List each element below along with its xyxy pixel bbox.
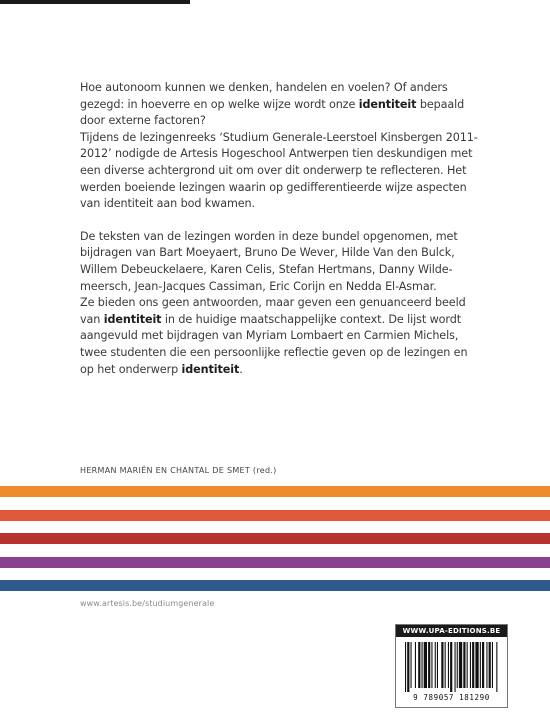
website-url[interactable]: www.artesis.be/studiumgenerale [80, 599, 215, 608]
color-stripe [0, 557, 550, 568]
barcode-bar [467, 642, 468, 688]
barcode-bar [450, 642, 452, 692]
barcode-bar [448, 642, 449, 688]
barcode-bar [496, 642, 497, 692]
emphasis-word: identiteit [358, 97, 417, 111]
text-run: De teksten van de lezingen worden in deze bundel opgenomen, met bijdragen van Bart Moeyaert, Bruno De Wever, Hilde Van den Bulck, Willem Debeuckelaere, Karen Celis, Stefan Hertmans, Danny Wilde- meersch, Jean-Jacques Cassiman, Eric Corijn en Nedda El-Asmar. Ze bieden ons geen antwoorden, maar geven een genuanceerd beeld van [80, 229, 466, 326]
barcode-bar [428, 642, 430, 688]
barcode-icon [401, 642, 502, 692]
barcode-bar [422, 642, 423, 688]
barcode-bar [475, 642, 478, 688]
barcode-bar [445, 642, 446, 688]
barcode-bar [492, 642, 493, 688]
emphasis-word: identiteit [103, 312, 162, 326]
emphasis-word: identiteit [181, 362, 240, 376]
barcode-bar [482, 642, 484, 688]
barcode-bar [455, 642, 456, 692]
blurb-text [80, 80, 500, 378]
barcode-bar [435, 642, 436, 688]
barcode-bar [418, 642, 420, 688]
text-run: bepaald door externe factoren? Tijdens de lezingenreeks ‘Studium Generale-Leerstoel Kinsbergen 2011- 2012’ nodigde de Artesis Hogeschool Antwerpen tien deskundigen met een diverse achtergrond uit om over dit onderwerp te reflecteren. Het werden boeiende lezingen waarin op gedifferentieerde wijze aspecten van identiteit aan bod kwamen. [80, 97, 478, 211]
color-stripe [0, 533, 550, 544]
text-run: in de huidige maatschappelijke context. De lijst wordt aangevuld met bijdragen van Myriam Lombaert en Carmien Michels, twee studenten die een persoonlijke reflectie geven op de lezingen en op het onderwerp [80, 312, 468, 376]
isbn-number: 9 789057 181290 [413, 693, 490, 702]
barcode-bar [486, 642, 487, 688]
barcode-bar [463, 642, 465, 688]
text-run: . [239, 362, 243, 376]
barcode-bar [415, 642, 416, 688]
barcode-bar [457, 642, 458, 688]
editors-credit: HERMAN MARIËN EN CHANTAL DE SMET (red.) [80, 466, 277, 475]
barcode-bar [437, 642, 438, 688]
barcode-bar [431, 642, 432, 688]
top-edge-bar [0, 0, 190, 4]
blurb-paragraph [80, 229, 500, 378]
color-stripe [0, 580, 550, 591]
barcode-bar [489, 642, 491, 688]
color-stripe [0, 486, 550, 497]
barcode-bar [480, 642, 481, 688]
barcode-bar [470, 642, 471, 688]
barcode-bar [411, 642, 412, 688]
text-run: Hoe autonoom kunnen we denken, handelen en voelen? Of anders gezegd: in hoeverre en op welke wijze wordt onze [80, 81, 448, 111]
blurb-paragraph [80, 80, 500, 213]
color-stripe [0, 510, 550, 521]
barcode-block [395, 624, 508, 708]
barcode-bar [424, 642, 427, 688]
publisher-website: WWW.UPA-EDITIONS.BE [396, 625, 507, 637]
barcode-bar [405, 642, 406, 692]
barcode-bar [459, 642, 462, 688]
barcode-bar [472, 642, 474, 688]
barcode-bar [441, 642, 443, 688]
barcode-bar [407, 642, 409, 692]
